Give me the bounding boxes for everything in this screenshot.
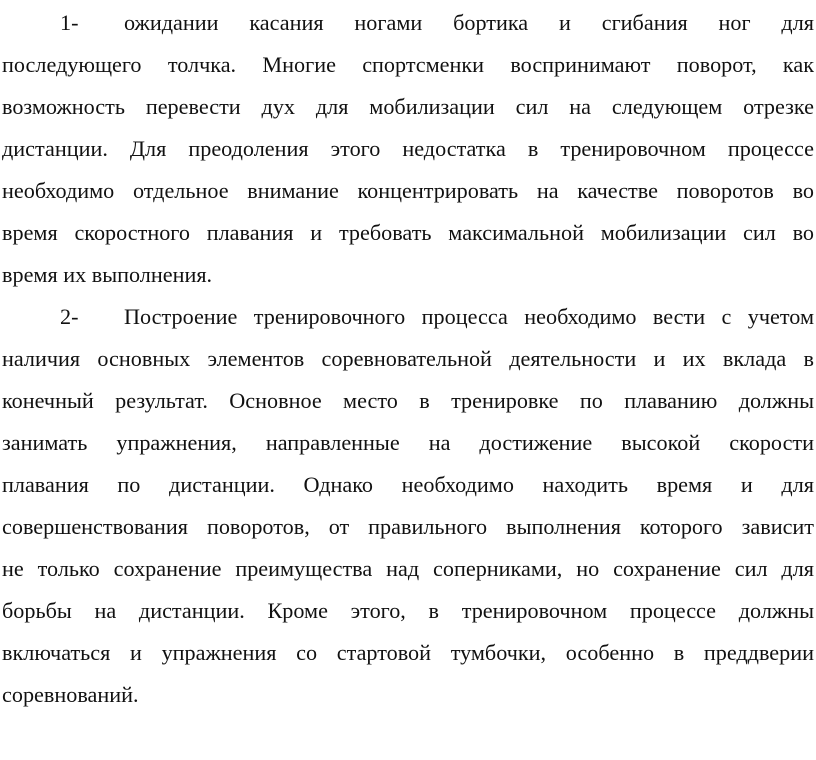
- text-line: время их выполнения.: [2, 262, 213, 287]
- text-line: борьбы на дистанции. Кроме этого, в тренировочном процессе должны: [2, 598, 814, 623]
- list-item-1-first-line: [2, 2, 814, 44]
- text-line: включаться и упражнения со стартовой тумбочки, особенно в преддверии: [2, 640, 814, 665]
- text-line: не только сохранение преимущества над соперниками, но сохранение сил для: [2, 556, 814, 581]
- text-line: дистанции. Для преодоления этого недостатка в тренировочном процессе: [2, 136, 814, 161]
- list-number-2: 2-: [60, 304, 79, 329]
- text-line: время скоростного плавания и требовать максимальной мобилизации сил во: [2, 220, 814, 245]
- text-line: Построение тренировочного процесса необходимо вести с учетом: [124, 304, 814, 329]
- list-number-1: 1-: [60, 10, 79, 35]
- list-item-2-first-line: [2, 296, 814, 338]
- text-line: конечный результат. Основное место в тренировке по плаванию должны: [2, 388, 814, 413]
- text-line: совершенствования поворотов, от правильного выполнения которого зависит: [2, 514, 814, 539]
- text-line: возможность перевести дух для мобилизации сил на следующем отрезке: [2, 94, 814, 119]
- text-line: ожидании касания ногами бортика и сгибания ног для: [124, 10, 814, 35]
- text-line: соревнований.: [2, 682, 139, 707]
- text-line: последующего толчка. Многие спортсменки воспринимают поворот, как: [2, 52, 814, 77]
- text-line: наличия основных элементов соревновательной деятельности и их вклада в: [2, 346, 814, 371]
- text-line: плавания по дистанции. Однако необходимо находить время и для: [2, 472, 814, 497]
- text-line: необходимо отдельное внимание концентрировать на качестве поворотов во: [2, 178, 814, 203]
- text-line: занимать упражнения, направленные на достижение высокой скорости: [2, 430, 814, 455]
